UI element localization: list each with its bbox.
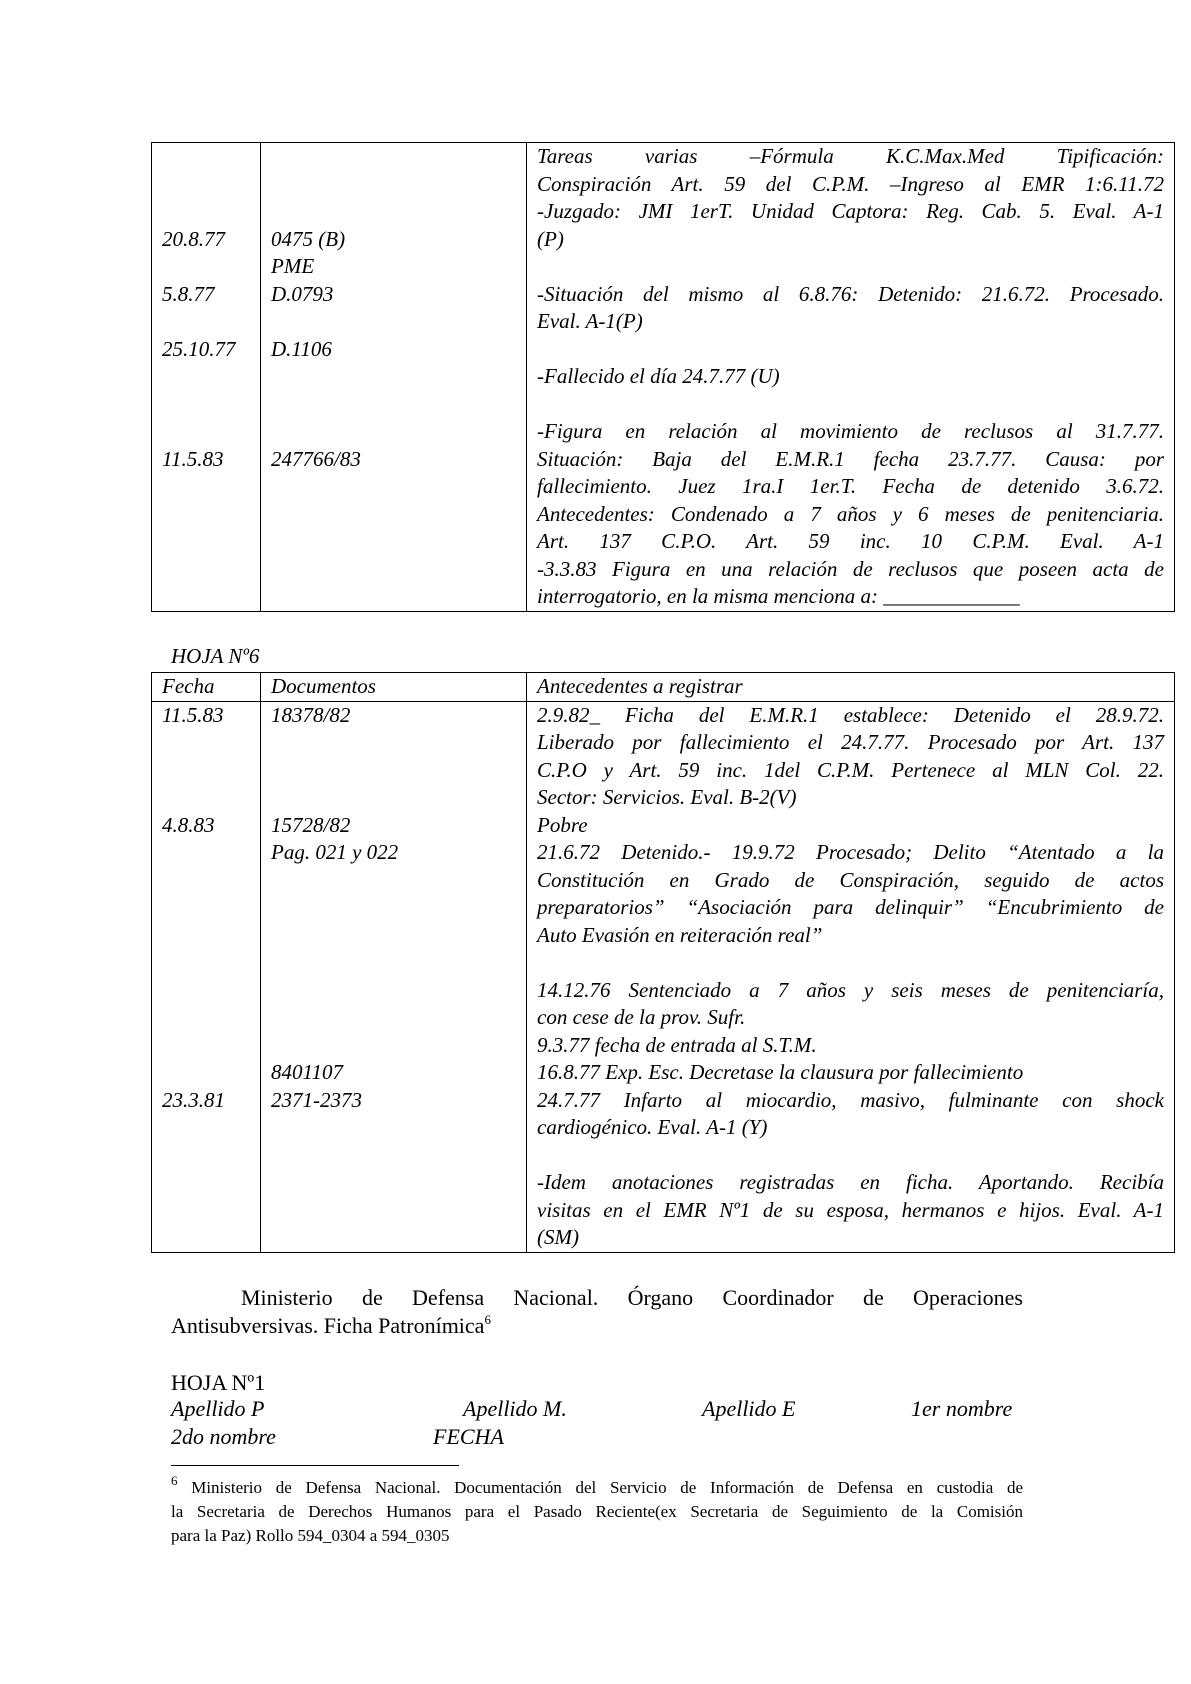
cell-text: 247766/83 [271, 446, 361, 471]
antecedente-line: C.P.O y Art. 59 inc. 1del C.P.M. Pertenece al MLN Col. 22. [537, 757, 1164, 782]
blank-line [162, 922, 250, 950]
field-apellido-m: Apellido M. [463, 1396, 567, 1421]
antecedente-line: -Idem anotaciones registradas en ficha. Aportando. Recibía [537, 1170, 1164, 1194]
blank-line [162, 867, 250, 895]
blank-line [271, 171, 516, 199]
field-apellido-p: Apellido P [171, 1396, 265, 1421]
fecha-column [152, 143, 261, 612]
cell-text: 5.8.77 [162, 281, 215, 306]
table-row [152, 143, 1175, 612]
antecedente-line: Conspiración Art. 59 del C.P.M. –Ingreso al EMR 1:6.11.72 [537, 171, 1164, 196]
blank-line [271, 473, 516, 501]
header-documentos: Documentos [261, 673, 527, 702]
cell-text: 11.5.83 [162, 702, 224, 727]
cell-text: D.1106 [271, 336, 332, 361]
cell-text: 23.3.81 [162, 1087, 225, 1112]
field-1er-nombre: 1er nombre [911, 1396, 1013, 1421]
antecedente-line: Liberado por fallecimiento el 24.7.77. Procesado por Art. 137 [537, 730, 1164, 754]
footnote [171, 1473, 1023, 1548]
antecedente-line: 16.8.77 Exp. Esc. Decretase la clausura por fallecimiento [537, 1060, 1024, 1084]
cell-text: Pag. 021 y 022 [271, 840, 399, 864]
cell-text: 25.10.77 [162, 336, 236, 361]
blank-line [162, 894, 250, 922]
blank-line [537, 949, 1164, 977]
blank-line [162, 473, 250, 501]
cell-text: 4.8.83 [162, 812, 215, 837]
footnote-line-3: para la Paz) Rollo 594_0304 a 594_0305 [171, 1526, 450, 1545]
blank-line [271, 894, 516, 922]
paragraph-line-2 [171, 1313, 491, 1338]
blank-line [162, 363, 250, 391]
hoja-1-label: HOJA Nº1 [171, 1370, 266, 1395]
blank-line [162, 977, 250, 1005]
blank-line [537, 336, 1164, 364]
blank-line [271, 949, 516, 977]
blank-line [162, 757, 250, 785]
blank-line [162, 308, 250, 336]
blank-line [162, 418, 250, 446]
antecedente-line: 14.12.76 Sentenciado a 7 años y seis meses de penitenciaría, [537, 977, 1164, 1002]
blank-line [537, 253, 1164, 281]
antecedente-line: -Juzgado: JMI 1erT. Unidad Captora: Reg. Cab. 5. Eval. A-1 [537, 199, 1164, 223]
blank-line [162, 1059, 250, 1087]
footnote-line-1 [171, 1473, 1023, 1500]
antecedente-line: Art. 137 C.P.O. Art. 59 inc. 10 C.P.M. Eval. A-1 [537, 529, 1164, 553]
blank-line [162, 1032, 250, 1060]
blank-line [162, 171, 250, 199]
header-fecha: Fecha [152, 673, 261, 702]
blank-line [162, 839, 250, 867]
antecedente-line: Eval. A-1(P) [537, 309, 643, 333]
header-antecedentes: Antecedentes a registrar [527, 673, 1175, 702]
blank-line [271, 501, 516, 529]
antecedente-line: Situación: Baja del E.M.R.1 fecha 23.7.77. Causa: por [537, 446, 1164, 471]
antecedente-line: 9.3.77 fecha de entrada al S.T.M. [537, 1032, 817, 1057]
blank-line [271, 363, 516, 391]
blank-line [271, 729, 516, 757]
antecedente-line: fallecimiento. Juez 1ra.I 1er.T. Fecha de detenido 3.6.72. [537, 474, 1164, 498]
blank-line [162, 949, 250, 977]
blank-line [271, 1004, 516, 1032]
blank-line [271, 977, 516, 1005]
blank-line [162, 391, 250, 419]
blank-line [271, 198, 516, 226]
antecedente-line: -3.3.83 Figura en una relación de reclusos que poseen acta de [537, 556, 1164, 581]
blank-line [271, 418, 516, 446]
cell-text: 18378/82 [271, 702, 351, 727]
antecedente-line: -Figura en relación al movimiento de reclusos al 31.7.77. [537, 419, 1164, 443]
records-table-continued [151, 142, 1175, 612]
footnote-reference[interactable]: 6 [484, 1311, 491, 1327]
antecedente-line: 2.9.82_ Ficha del E.M.R.1 establece: Detenido el 28.9.72. [537, 702, 1164, 727]
cell-text: PME [271, 254, 315, 278]
field-fecha: FECHA [433, 1424, 504, 1449]
blank-line [271, 1032, 516, 1060]
antecedente-line: con cese de la prov. Sufr. [537, 1005, 746, 1029]
blank-line [162, 729, 250, 757]
blank-line [271, 308, 516, 336]
antecedente-line: (P) [537, 226, 564, 251]
footnote-number: 6 [171, 1473, 178, 1489]
blank-line [162, 143, 250, 171]
blank-line [162, 501, 250, 529]
antecedente-line: Sector: Servicios. Eval. B-2(V) [537, 785, 797, 809]
cell-text: 20.8.77 [162, 226, 225, 251]
blank-line [162, 198, 250, 226]
fecha-column [152, 701, 261, 1252]
blank-line [271, 757, 516, 785]
ficha-paragraph [171, 1284, 1023, 1340]
cell-text: 8401107 [271, 1060, 343, 1084]
blank-line [271, 391, 516, 419]
hoja-6-label: HOJA Nº6 [171, 644, 260, 668]
records-table-hoja-6 [151, 672, 1175, 1253]
table-header-row [152, 673, 1175, 702]
antecedente-line: Pobre [537, 812, 588, 837]
blank-line [162, 1004, 250, 1032]
antecedente-line: interrogatorio, en la misma menciona a: _____________ [537, 584, 1020, 608]
table-row [152, 701, 1175, 1252]
footnote-line-2: la Secretaria de Derechos Humanos para el Pasado Reciente(ex Secretaria de Seguimiento de la Comisión [171, 1502, 1023, 1521]
antecedente-line: Constitución en Grado de Conspiración, seguido de actos [537, 867, 1164, 892]
antecedente-line: visitas en el EMR Nº1 de su esposa, hermanos e hijos. Eval. A-1 [537, 1197, 1164, 1222]
documentos-column [261, 143, 527, 612]
antecedente-line: -Fallecido el día 24.7.77 (U) [537, 364, 780, 388]
antecedente-line: Tareas varias –Fórmula K.C.Max.Med Tipificación: [537, 144, 1164, 168]
blank-line [162, 253, 250, 281]
paragraph-line-1: Ministerio de Defensa Nacional. Órgano Coordinador de Operaciones [241, 1285, 1023, 1310]
documentos-column [261, 701, 527, 1252]
blank-line [271, 143, 516, 171]
cell-text: 11.5.83 [162, 446, 224, 471]
paragraph-line-2-text: Antisubversivas. Ficha Patronímica [171, 1313, 485, 1338]
blank-line [271, 922, 516, 950]
cell-text: 2371-2373 [271, 1087, 362, 1112]
field-apellido-e: Apellido E [702, 1396, 796, 1421]
antecedente-line: 24.7.77 Infarto al miocardio, masivo, fulminante con shock [537, 1087, 1164, 1112]
antecedente-line: -Situación del mismo al 6.8.76: Detenido: 21.6.72. Procesado. [537, 281, 1164, 306]
blank-line [271, 528, 516, 556]
antecedentes-column [527, 143, 1175, 612]
blank-line [271, 784, 516, 812]
blank-line [162, 556, 250, 584]
footnote-line-1-text: Ministerio de Defensa Nacional. Documentación del Servicio de Información de Defensa en custodia de [191, 1478, 1023, 1497]
footnote-divider [171, 1465, 459, 1466]
field-2do-nombre: 2do nombre [171, 1424, 276, 1449]
antecedente-line: (SM) [537, 1225, 579, 1249]
blank-line [537, 391, 1164, 419]
cell-text: D.0793 [271, 281, 334, 306]
blank-line [537, 1142, 1164, 1170]
blank-line [271, 556, 516, 584]
antecedente-line: Antecedentes: Condenado a 7 años y 6 meses de penitenciaria. [537, 501, 1164, 526]
antecedente-line: preparatorios” “Asociación para delinquir” “Encubrimiento de [537, 895, 1164, 919]
blank-line [162, 528, 250, 556]
antecedentes-column [527, 701, 1175, 1252]
cell-text: 15728/82 [271, 812, 351, 837]
cell-text: 0475 (B) [271, 226, 346, 251]
blank-line [271, 867, 516, 895]
blank-line [162, 784, 250, 812]
antecedente-line: Auto Evasión en reiteración real” [537, 922, 823, 947]
antecedente-line: cardiogénico. Eval. A-1 (Y) [537, 1115, 768, 1139]
antecedente-line: 21.6.72 Detenido.- 19.9.72 Procesado; Delito “Atentado a la [537, 840, 1164, 864]
